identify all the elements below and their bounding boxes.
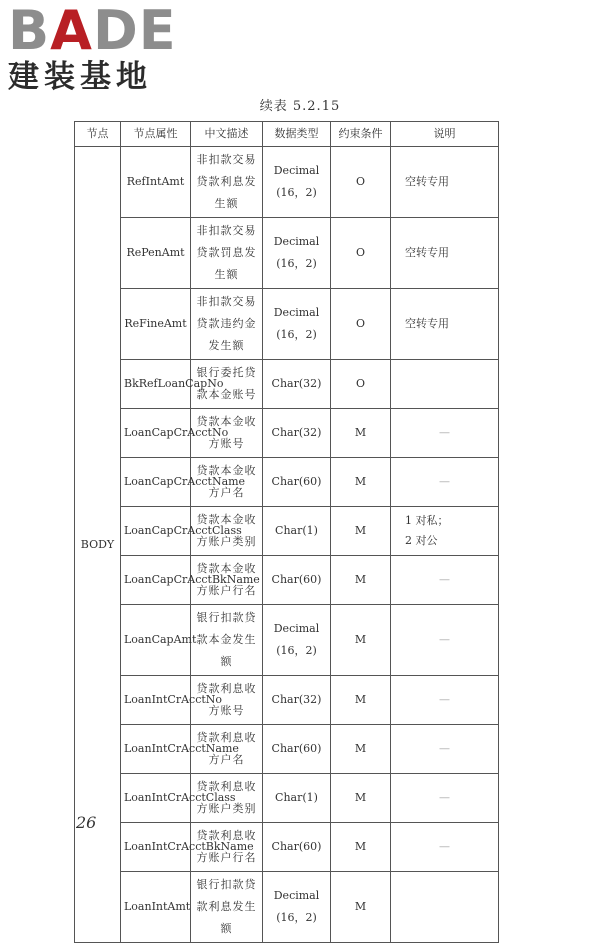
cell-data-type: Decimal (16，2) bbox=[263, 605, 331, 676]
cell-attribute: ReFineAmt bbox=[121, 289, 191, 360]
cell-data-type: Char(60) bbox=[263, 458, 331, 507]
header-data-type: 数据类型 bbox=[263, 122, 331, 147]
cell-attribute: BkRefLoanCapNo bbox=[121, 360, 191, 409]
header-node-attribute: 节点属性 bbox=[121, 122, 191, 147]
page-number: 26 bbox=[76, 813, 97, 832]
logo-subtitle: 建装基地 bbox=[8, 59, 152, 95]
cell-data-type: Char(32) bbox=[263, 409, 331, 458]
remark-line: — bbox=[439, 426, 450, 439]
table-row bbox=[75, 218, 499, 289]
cell-description: 贷款本金收方账户行名 bbox=[191, 556, 263, 605]
cell-constraint: O bbox=[331, 289, 391, 360]
table-row bbox=[75, 872, 499, 943]
cell-constraint: O bbox=[331, 360, 391, 409]
cell-data-type: Char(60) bbox=[263, 823, 331, 872]
table-header-row bbox=[75, 122, 499, 147]
table-row bbox=[75, 409, 499, 458]
cell-attribute: LoanIntCrAcctName bbox=[121, 725, 191, 774]
cell-constraint: M bbox=[331, 409, 391, 458]
remark-line: 空转专用 bbox=[405, 246, 449, 259]
cell-attribute: RefIntAmt bbox=[121, 147, 191, 218]
cell-attribute: RePenAmt bbox=[121, 218, 191, 289]
specification-table bbox=[74, 121, 499, 943]
table-title: 续表 5.2.15 bbox=[259, 99, 341, 114]
cell-description: 贷款利息收方账号 bbox=[191, 676, 263, 725]
cell-constraint: M bbox=[331, 725, 391, 774]
logo-letters-de: DE bbox=[92, 0, 177, 62]
cell-description: 贷款利息收方账户类别 bbox=[191, 774, 263, 823]
cell-data-type: Decimal (16，2) bbox=[263, 872, 331, 943]
header-remarks: 说明 bbox=[391, 122, 499, 147]
cell-data-type: Char(1) bbox=[263, 774, 331, 823]
cell-remarks bbox=[391, 218, 499, 289]
table-row bbox=[75, 147, 499, 218]
cell-description: 非扣款交易贷款利息发生额 bbox=[191, 147, 263, 218]
cell-attribute: LoanCapAmt bbox=[121, 605, 191, 676]
cell-remarks bbox=[391, 409, 499, 458]
header-constraint: 约束条件 bbox=[331, 122, 391, 147]
header-node: 节点 bbox=[75, 122, 121, 147]
cell-remarks bbox=[391, 507, 499, 556]
cell-remarks bbox=[391, 872, 499, 943]
remark-line: 空转专用 bbox=[405, 175, 449, 188]
cell-constraint: M bbox=[331, 774, 391, 823]
cell-constraint: M bbox=[331, 458, 391, 507]
table-row bbox=[75, 605, 499, 676]
remark-line: — bbox=[439, 633, 450, 646]
cell-attribute: LoanCapCrAcctBkName bbox=[121, 556, 191, 605]
table-row bbox=[75, 725, 499, 774]
cell-attribute: LoanCapCrAcctName bbox=[121, 458, 191, 507]
cell-constraint: M bbox=[331, 823, 391, 872]
table-row bbox=[75, 458, 499, 507]
table-row bbox=[75, 774, 499, 823]
remark-line: — bbox=[439, 475, 450, 488]
table-row bbox=[75, 676, 499, 725]
cell-description: 贷款利息收方户名 bbox=[191, 725, 263, 774]
cell-data-type: Char(1) bbox=[263, 507, 331, 556]
table-row bbox=[75, 507, 499, 556]
cell-description: 非扣款交易贷款违约金发生额 bbox=[191, 289, 263, 360]
cell-description: 银行扣款贷款本金发生额 bbox=[191, 605, 263, 676]
cell-data-type: Char(60) bbox=[263, 725, 331, 774]
cell-node: BODY bbox=[75, 147, 121, 943]
cell-remarks bbox=[391, 725, 499, 774]
cell-remarks bbox=[391, 774, 499, 823]
table-row bbox=[75, 556, 499, 605]
cell-data-type: Char(32) bbox=[263, 676, 331, 725]
logo-letter-a-red: A bbox=[50, 0, 93, 62]
cell-data-type: Decimal (16，2) bbox=[263, 147, 331, 218]
cell-description: 银行委托贷款本金账号 bbox=[191, 360, 263, 409]
cell-description: 贷款本金收方账户类别 bbox=[191, 507, 263, 556]
cell-data-type: Char(32) bbox=[263, 360, 331, 409]
remark-line: 2 对公 bbox=[405, 534, 438, 547]
cell-description: 贷款本金收方户名 bbox=[191, 458, 263, 507]
remark-line: — bbox=[439, 840, 450, 853]
table-row bbox=[75, 823, 499, 872]
cell-remarks bbox=[391, 458, 499, 507]
cell-remarks bbox=[391, 823, 499, 872]
table-row bbox=[75, 360, 499, 409]
cell-remarks bbox=[391, 556, 499, 605]
bade-logo bbox=[8, 0, 178, 95]
logo-wordmark bbox=[8, 0, 178, 62]
cell-constraint: O bbox=[331, 218, 391, 289]
cell-description: 银行扣款贷款利息发生额 bbox=[191, 872, 263, 943]
cell-attribute: LoanIntCrAcctNo bbox=[121, 676, 191, 725]
cell-description: 贷款本金收方账号 bbox=[191, 409, 263, 458]
remark-line: 空转专用 bbox=[405, 317, 449, 330]
cell-remarks bbox=[391, 360, 499, 409]
cell-constraint: M bbox=[331, 676, 391, 725]
cell-attribute: LoanCapCrAcctClass bbox=[121, 507, 191, 556]
logo-letters-b: B bbox=[8, 0, 51, 62]
cell-data-type: Decimal (16，2) bbox=[263, 289, 331, 360]
cell-constraint: M bbox=[331, 507, 391, 556]
remark-line: — bbox=[439, 573, 450, 586]
remark-line: — bbox=[439, 693, 450, 706]
header-chinese-description: 中文描述 bbox=[191, 122, 263, 147]
cell-description: 非扣款交易贷款罚息发生额 bbox=[191, 218, 263, 289]
cell-constraint: M bbox=[331, 556, 391, 605]
cell-remarks bbox=[391, 289, 499, 360]
cell-remarks bbox=[391, 147, 499, 218]
cell-attribute: LoanIntAmt bbox=[121, 872, 191, 943]
cell-constraint: O bbox=[331, 147, 391, 218]
cell-constraint: M bbox=[331, 872, 391, 943]
cell-remarks bbox=[391, 605, 499, 676]
cell-attribute: LoanIntCrAcctBkName bbox=[121, 823, 191, 872]
remark-line: — bbox=[439, 742, 450, 755]
cell-data-type: Char(60) bbox=[263, 556, 331, 605]
cell-constraint: M bbox=[331, 605, 391, 676]
remark-line: 1 对私； bbox=[405, 514, 449, 527]
remark-line: — bbox=[439, 791, 450, 804]
cell-description: 贷款利息收方账户行名 bbox=[191, 823, 263, 872]
cell-data-type: Decimal (16，2) bbox=[263, 218, 331, 289]
cell-remarks bbox=[391, 676, 499, 725]
cell-attribute: LoanIntCrAcctClass bbox=[121, 774, 191, 823]
table-row bbox=[75, 289, 499, 360]
cell-attribute: LoanCapCrAcctNo bbox=[121, 409, 191, 458]
